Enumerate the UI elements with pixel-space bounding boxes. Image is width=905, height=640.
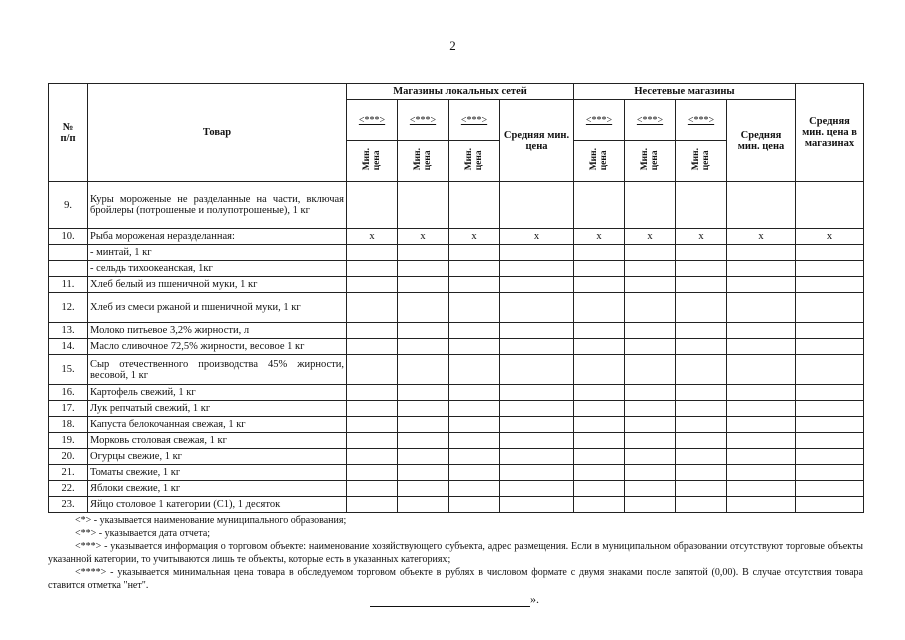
price-cell[interactable] <box>347 497 398 513</box>
row-item: Хлеб из смеси ржаной и пшеничной муки, 1 кг <box>88 293 347 323</box>
price-cell[interactable] <box>625 385 676 401</box>
blank-line <box>370 594 530 607</box>
price-cell[interactable] <box>500 417 574 433</box>
table-row <box>49 401 864 417</box>
price-cell[interactable] <box>727 417 796 433</box>
price-cell-x[interactable]: x <box>796 229 864 245</box>
price-cell[interactable] <box>574 293 625 323</box>
price-cell[interactable] <box>676 245 727 261</box>
row-item: Огурцы свежие, 1 кг <box>88 449 347 465</box>
row-item: Масло сливочное 72,5% жирности, весовое 1 кг <box>88 339 347 355</box>
table-row <box>49 433 864 449</box>
price-cell[interactable] <box>398 433 449 449</box>
row-number: 16. <box>49 385 88 401</box>
price-cell[interactable] <box>574 261 625 277</box>
price-cell[interactable] <box>727 481 796 497</box>
price-cell[interactable] <box>500 355 574 385</box>
price-cell[interactable] <box>676 449 727 465</box>
price-cell[interactable] <box>676 417 727 433</box>
row-number: 18. <box>49 417 88 433</box>
price-cell[interactable] <box>347 417 398 433</box>
table-row <box>49 497 864 513</box>
row-item: Капуста белокочанная свежая, 1 кг <box>88 417 347 433</box>
price-cell-x[interactable]: x <box>449 229 500 245</box>
price-cell[interactable] <box>449 293 500 323</box>
price-cell[interactable] <box>500 323 574 339</box>
price-cell[interactable] <box>625 261 676 277</box>
price-cell[interactable] <box>398 417 449 433</box>
row-number: 9. <box>49 182 88 229</box>
price-table <box>48 83 864 513</box>
price-cell[interactable] <box>449 417 500 433</box>
price-cell[interactable] <box>625 465 676 481</box>
price-cell[interactable] <box>796 385 864 401</box>
price-cell[interactable] <box>727 245 796 261</box>
row-item: Яблоки свежие, 1 кг <box>88 481 347 497</box>
price-cell[interactable] <box>574 339 625 355</box>
price-cell[interactable] <box>449 245 500 261</box>
price-cell[interactable] <box>676 481 727 497</box>
price-cell[interactable] <box>398 481 449 497</box>
footnote: <*> - указывается наименование муниципального образования; <box>75 515 347 526</box>
price-cell[interactable] <box>500 497 574 513</box>
price-cell[interactable] <box>796 465 864 481</box>
price-cell[interactable] <box>449 401 500 417</box>
row-number: 13. <box>49 323 88 339</box>
header-store-mark: <***> <box>398 100 449 141</box>
price-cell[interactable] <box>796 245 864 261</box>
price-cell[interactable] <box>727 323 796 339</box>
price-cell[interactable] <box>625 293 676 323</box>
price-cell[interactable] <box>500 277 574 293</box>
footnote: <****> - указывается минимальная цена товара в обследуемом торговом объекте в рублях в числовом формате с двумя знаками после запятой (0,00). В случае отсутствия товара ставится отметка "нет". <box>48 567 863 591</box>
row-item: Томаты свежие, 1 кг <box>88 465 347 481</box>
header-min-price: Мин. цена <box>574 141 625 182</box>
price-cell[interactable] <box>574 465 625 481</box>
header-min-price: Мин. цена <box>676 141 727 182</box>
price-cell[interactable] <box>796 355 864 385</box>
price-cell[interactable] <box>398 401 449 417</box>
price-cell[interactable] <box>676 433 727 449</box>
price-cell[interactable] <box>676 277 727 293</box>
row-item: Молоко питьевое 3,2% жирности, л <box>88 323 347 339</box>
price-cell[interactable] <box>500 481 574 497</box>
price-cell[interactable] <box>449 433 500 449</box>
price-cell[interactable] <box>347 465 398 481</box>
row-number <box>49 261 88 277</box>
price-cell[interactable] <box>625 497 676 513</box>
price-cell[interactable] <box>500 339 574 355</box>
price-cell[interactable] <box>449 339 500 355</box>
price-cell[interactable] <box>796 433 864 449</box>
price-cell[interactable] <box>449 465 500 481</box>
price-cell[interactable] <box>796 261 864 277</box>
row-item: Картофель свежий, 1 кг <box>88 385 347 401</box>
table-row <box>49 449 864 465</box>
row-number: 17. <box>49 401 88 417</box>
signature-line <box>370 592 539 607</box>
header-item: Товар <box>88 84 347 182</box>
price-cell[interactable] <box>727 401 796 417</box>
price-cell[interactable] <box>625 323 676 339</box>
price-cell[interactable] <box>574 323 625 339</box>
price-cell[interactable] <box>796 481 864 497</box>
price-cell[interactable] <box>347 261 398 277</box>
price-cell[interactable] <box>625 245 676 261</box>
row-item: - сельдь тихоокеанская, 1кг <box>88 261 347 277</box>
price-cell[interactable] <box>727 385 796 401</box>
header-min-price: Мин. цена <box>347 141 398 182</box>
price-cell[interactable] <box>625 355 676 385</box>
price-cell[interactable] <box>676 465 727 481</box>
price-cell[interactable] <box>574 355 625 385</box>
price-cell[interactable] <box>347 449 398 465</box>
table-row <box>49 229 864 245</box>
price-cell[interactable] <box>449 449 500 465</box>
price-cell[interactable] <box>347 433 398 449</box>
header-store-mark: <***> <box>676 100 727 141</box>
closing-mark: ». <box>530 592 539 606</box>
price-cell[interactable] <box>347 401 398 417</box>
price-cell[interactable] <box>727 433 796 449</box>
page-number: 2 <box>449 38 456 53</box>
price-cell[interactable] <box>727 355 796 385</box>
price-cell[interactable] <box>676 182 727 229</box>
price-cell[interactable] <box>398 261 449 277</box>
header-avg-min-price-local: Средняя мин. цена <box>500 100 574 182</box>
price-cell[interactable] <box>676 355 727 385</box>
header-nonchain-stores: Несетевые магазины <box>574 84 796 100</box>
row-number: 14. <box>49 339 88 355</box>
price-cell[interactable] <box>796 339 864 355</box>
price-cell[interactable] <box>625 277 676 293</box>
header-store-mark: <***> <box>347 100 398 141</box>
price-cell[interactable] <box>347 355 398 385</box>
price-cell[interactable] <box>449 497 500 513</box>
row-item: Морковь столовая свежая, 1 кг <box>88 433 347 449</box>
table-row <box>49 293 864 323</box>
price-cell[interactable] <box>500 449 574 465</box>
footnote: <***> - указывается информация о торговом объекте: наименование хозяйствующего субъекта, адрес размещения. Если в муниципальном образовании отсутствуют торговые объекты указанной категории, то учитываются лишь те объекты, которые есть в указанных категориях; <box>48 541 863 565</box>
price-cell[interactable] <box>625 481 676 497</box>
row-item: Куры мороженые не разделанные на части, включая бройлеры (потрошеные и полупотрошеные), 1 кг <box>88 182 347 229</box>
price-cell[interactable] <box>398 339 449 355</box>
price-cell[interactable] <box>574 433 625 449</box>
table-row <box>49 323 864 339</box>
row-number: 11. <box>49 277 88 293</box>
price-cell[interactable] <box>796 401 864 417</box>
price-cell[interactable] <box>500 433 574 449</box>
row-number <box>49 245 88 261</box>
header-number: № п/п <box>49 84 88 182</box>
table-row <box>49 481 864 497</box>
row-item: Лук репчатый свежий, 1 кг <box>88 401 347 417</box>
price-cell[interactable] <box>347 245 398 261</box>
row-item: - минтай, 1 кг <box>88 245 347 261</box>
price-cell[interactable] <box>347 339 398 355</box>
price-cell[interactable] <box>449 261 500 277</box>
header-local-chains: Магазины локальных сетей <box>347 84 574 100</box>
price-cell[interactable] <box>796 293 864 323</box>
header-min-price: Мин. цена <box>625 141 676 182</box>
price-cell[interactable] <box>676 497 727 513</box>
price-cell[interactable] <box>574 417 625 433</box>
price-cell[interactable] <box>727 497 796 513</box>
price-cell[interactable] <box>398 323 449 339</box>
price-cell[interactable] <box>347 323 398 339</box>
header-min-price: Мин. цена <box>398 141 449 182</box>
price-cell[interactable] <box>500 385 574 401</box>
price-cell[interactable] <box>676 323 727 339</box>
price-cell[interactable] <box>574 481 625 497</box>
table-row <box>49 385 864 401</box>
price-cell[interactable] <box>727 339 796 355</box>
price-cell[interactable] <box>676 401 727 417</box>
price-cell[interactable] <box>347 182 398 229</box>
price-cell[interactable] <box>625 449 676 465</box>
price-cell[interactable] <box>347 277 398 293</box>
price-cell[interactable] <box>398 293 449 323</box>
price-cell[interactable] <box>625 433 676 449</box>
price-cell[interactable] <box>500 293 574 323</box>
price-cell[interactable] <box>676 339 727 355</box>
price-cell[interactable] <box>398 497 449 513</box>
price-cell[interactable] <box>727 182 796 229</box>
row-number: 15. <box>49 355 88 385</box>
price-cell[interactable] <box>398 449 449 465</box>
table-body <box>49 182 864 513</box>
price-cell[interactable] <box>398 182 449 229</box>
price-cell[interactable] <box>727 261 796 277</box>
price-cell-x[interactable]: x <box>500 229 574 245</box>
price-cell[interactable] <box>676 293 727 323</box>
table-row <box>49 245 864 261</box>
price-cell[interactable] <box>500 465 574 481</box>
price-cell[interactable] <box>796 277 864 293</box>
price-cell[interactable] <box>574 385 625 401</box>
row-item: Яйцо столовое 1 категории (С1), 1 десяток <box>88 497 347 513</box>
price-cell[interactable] <box>676 261 727 277</box>
price-cell[interactable] <box>574 497 625 513</box>
header-min-price: Мин. цена <box>449 141 500 182</box>
price-cell[interactable] <box>449 182 500 229</box>
table-row <box>49 182 864 229</box>
price-cell[interactable] <box>676 385 727 401</box>
price-cell[interactable] <box>727 293 796 323</box>
table-row <box>49 465 864 481</box>
row-number: 20. <box>49 449 88 465</box>
row-item: Рыба мороженая неразделанная: <box>88 229 347 245</box>
header-avg-min-price-all: Средняя мин. цена в магазинах <box>796 84 864 182</box>
row-number: 21. <box>49 465 88 481</box>
price-cell[interactable] <box>398 245 449 261</box>
price-cell[interactable] <box>574 449 625 465</box>
price-cell-x[interactable]: x <box>347 229 398 245</box>
row-number: 19. <box>49 433 88 449</box>
price-cell[interactable] <box>796 449 864 465</box>
header-store-mark: <***> <box>574 100 625 141</box>
price-cell[interactable] <box>625 417 676 433</box>
price-cell[interactable] <box>449 481 500 497</box>
footnote: <**> - указывается дата отчета; <box>75 528 211 539</box>
price-cell-x[interactable]: x <box>398 229 449 245</box>
price-cell[interactable] <box>727 449 796 465</box>
price-cell-x[interactable]: x <box>574 229 625 245</box>
price-cell[interactable] <box>347 293 398 323</box>
table-row <box>49 355 864 385</box>
table-row <box>49 417 864 433</box>
price-cell[interactable] <box>574 277 625 293</box>
price-cell[interactable] <box>574 245 625 261</box>
table-row <box>49 277 864 293</box>
price-cell[interactable] <box>500 245 574 261</box>
price-cell[interactable] <box>500 182 574 229</box>
price-cell[interactable] <box>625 182 676 229</box>
price-cell[interactable] <box>796 323 864 339</box>
footnotes <box>48 514 863 592</box>
table-row <box>49 261 864 277</box>
row-number: 12. <box>49 293 88 323</box>
price-cell[interactable] <box>449 385 500 401</box>
price-cell[interactable] <box>500 261 574 277</box>
price-cell[interactable] <box>449 355 500 385</box>
price-cell[interactable] <box>625 339 676 355</box>
price-cell-x[interactable]: x <box>727 229 796 245</box>
price-cell[interactable] <box>796 417 864 433</box>
price-cell[interactable] <box>347 385 398 401</box>
row-number: 10. <box>49 229 88 245</box>
table-row <box>49 339 864 355</box>
price-cell[interactable] <box>347 481 398 497</box>
price-cell[interactable] <box>449 323 500 339</box>
header-store-mark: <***> <box>625 100 676 141</box>
price-cell[interactable] <box>625 401 676 417</box>
header-store-mark: <***> <box>449 100 500 141</box>
price-cell[interactable] <box>398 355 449 385</box>
price-cell[interactable] <box>574 182 625 229</box>
price-cell[interactable] <box>796 182 864 229</box>
price-cell[interactable] <box>398 277 449 293</box>
price-cell[interactable] <box>398 385 449 401</box>
price-cell[interactable] <box>727 465 796 481</box>
price-cell-x[interactable]: x <box>676 229 727 245</box>
price-cell[interactable] <box>727 277 796 293</box>
row-number: 23. <box>49 497 88 513</box>
header-avg-min-price-nonchain: Средняя мин. цена <box>727 100 796 182</box>
row-number: 22. <box>49 481 88 497</box>
row-item: Сыр отечественного производства 45% жирности, весовой, 1 кг <box>88 355 347 385</box>
price-cell[interactable] <box>398 465 449 481</box>
price-cell[interactable] <box>796 497 864 513</box>
price-cell-x[interactable]: x <box>625 229 676 245</box>
row-item: Хлеб белый из пшеничной муки, 1 кг <box>88 277 347 293</box>
price-cell[interactable] <box>574 401 625 417</box>
price-cell[interactable] <box>449 277 500 293</box>
price-cell[interactable] <box>500 401 574 417</box>
